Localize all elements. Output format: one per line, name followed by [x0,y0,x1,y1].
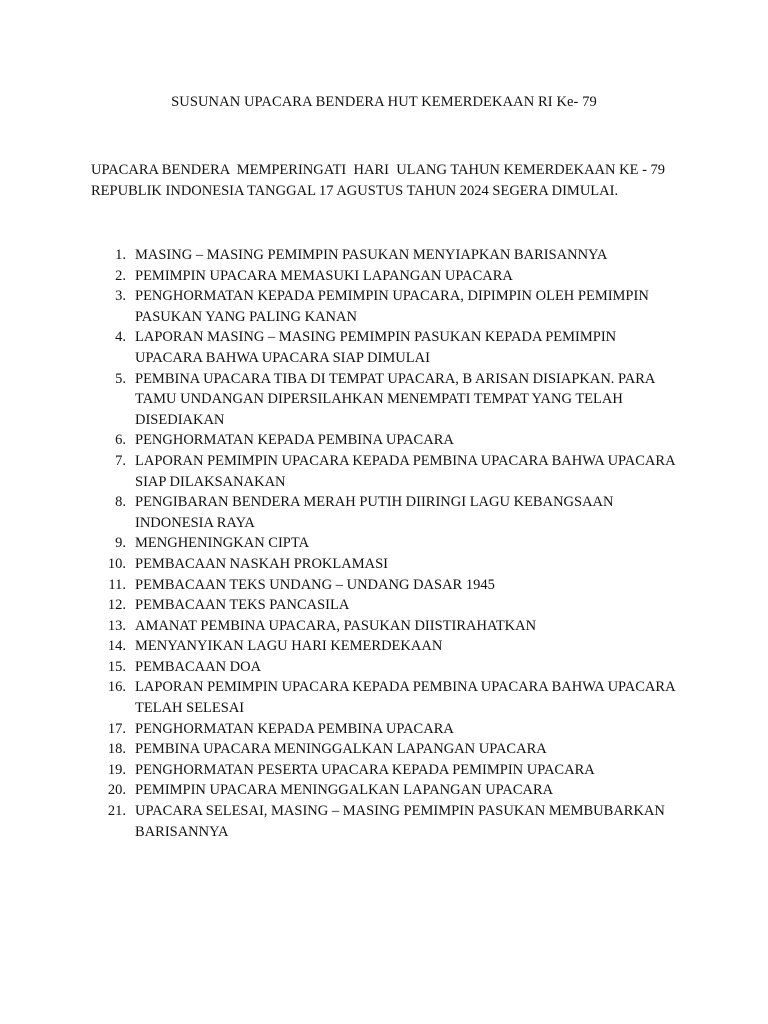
list-item [0,636,768,657]
list-item-number: 4. [115,329,126,346]
list-item-number: 14. [107,638,126,655]
list-item [0,657,768,678]
list-item-number: 13. [107,617,126,634]
list-item-number: 17. [107,720,126,737]
list-item-number: 18. [107,741,126,758]
list-item-text: PEMBACAAN NASKAH PROKLAMASI [135,555,388,572]
intro-paragraph: UPACARA BENDERA MEMPERINGATI HARI ULANG TAHUN KEMERDEKAAN KE - 79 REPUBLIK INDONESIA TANGGAL 17 AGUSTUS TAHUN 2024 SEGERA DIMULAI. [91,162,669,199]
list-item-number: 9. [115,535,126,552]
list-item-text: LAPORAN PEMIMPIN UPACARA KEPADA PEMBINA UPACARA BAHWA UPACARA SIAP DILAKSANAKAN [135,452,675,490]
list-item-text: MENGHENINGKAN CIPTA [135,535,310,552]
list-item-text: MASING – MASING PEMIMPIN PASUKAN MENYIAPKAN BARISANNYA [135,247,608,263]
list-item-text: PENGIBARAN BENDERA MERAH PUTIH DIIRINGI LAGU KEBANGSAAN INDONESIA RAYA [135,494,614,531]
list-item [0,286,768,327]
list-item-text: MENYANYIKAN LAGU HARI KEMERDEKAAN [135,638,443,655]
document-title: SUSUNAN UPACARA BENDERA HUT KEMERDEKAAN RI Ke- 79 [171,94,597,110]
list-item-text: LAPORAN PEMIMPIN UPACARA KEPADA PEMBINA UPACARA BAHWA UPACARA TELAH SELESAI [135,679,675,717]
list-item [0,492,768,533]
list-item-text: UPACARA SELESAI, MASING – MASING PEMIMPIN PASUKAN MEMBUBARKAN BARISANNYA [135,803,665,840]
list-item [0,595,768,616]
list-item-text: PENGHORMATAN KEPADA PEMBINA UPACARA [135,432,454,449]
list-item-number: 3. [115,288,126,305]
list-item-number: 2. [115,267,126,284]
ceremony-steps-list [0,245,768,842]
list-item-text: PENGHORMATAN KEPADA PEMBINA UPACARA [135,720,454,737]
list-item-number: 11. [108,576,126,593]
list-item [0,760,768,781]
list-item [0,801,768,842]
list-item-text: PENGHORMATAN PESERTA UPACARA KEPADA PEMIMPIN UPACARA [135,761,595,778]
list-item-number: 10. [107,555,126,572]
list-item [0,575,768,596]
list-item-number: 8. [115,494,126,511]
list-item-text: PENGHORMATAN KEPADA PEMIMPIN UPACARA, DIPIMPIN OLEH PEMIMPIN PASUKAN YANG PALING KANAN [135,288,649,325]
list-item [0,451,768,492]
list-item [0,327,768,368]
list-item-number: 6. [115,432,126,449]
list-item [0,677,768,718]
list-item [0,266,768,287]
list-item-number: 7. [115,452,126,469]
list-item-text: PEMBINA UPACARA MENINGGALKAN LAPANGAN UPACARA [135,741,547,758]
list-item [0,554,768,575]
list-item [0,245,768,266]
list-item-text: PEMBACAAN DOA [135,658,262,675]
list-item [0,719,768,740]
list-item-text: PEMBACAAN TEKS PANCASILA [135,597,350,614]
list-item-number: 20. [107,782,126,799]
list-item-number: 1. [115,247,126,263]
list-item [0,369,768,431]
list-item-text: PEMBACAAN TEKS UNDANG – UNDANG DASAR 1945 [135,576,495,593]
list-item-text: AMANAT PEMBINA UPACARA, PASUKAN DIISTIRAHATKAN [135,617,537,634]
list-item-number: 21. [107,803,126,820]
list-item-number: 12. [107,597,126,614]
list-item-number: 5. [115,370,126,387]
list-item-text: LAPORAN MASING – MASING PEMIMPIN PASUKAN KEPADA PEMIMPIN UPACARA BAHWA UPACARA SIAP DIMULAI [135,329,617,366]
list-item [0,616,768,637]
list-item-text: PEMBINA UPACARA TIBA DI TEMPAT UPACARA, B ARISAN DISIAPKAN. PARA TAMU UNDANGAN DIPERSILAHKAN MENEMPATI TEMPAT YANG TELAH DISEDIAKAN [135,370,655,428]
list-item [0,430,768,451]
list-item-text: PEMIMPIN UPACARA MENINGGALKAN LAPANGAN UPACARA [135,782,554,799]
list-item [0,533,768,554]
list-item [0,739,768,760]
list-item-number: 19. [107,761,126,778]
list-item-number: 16. [107,679,126,696]
list-item-number: 15. [107,658,126,675]
list-item [0,780,768,801]
list-item-text: PEMIMPIN UPACARA MEMASUKI LAPANGAN UPACARA [135,267,513,284]
